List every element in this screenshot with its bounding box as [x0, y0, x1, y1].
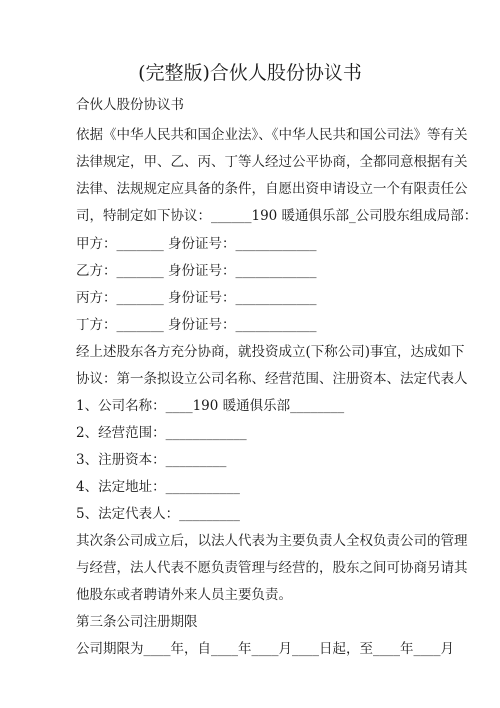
doc-line-agreement-2: 协议：第一条拟设立公司名称、经营范围、注册资本、法定代表人: [76, 371, 468, 387]
doc-line-party-d: 丁方：_______ 身份证号：____________: [76, 317, 317, 333]
doc-line-preamble-3: 法律、法规规定应具备的条件，自愿出资申请设立一个有限责任公: [76, 181, 468, 197]
doc-line-party-a: 甲方：_______ 身份证号：____________: [76, 236, 317, 252]
doc-line-business-scope: 2、经营范围：____________: [76, 425, 247, 441]
doc-line-legal-rep: 5、法定代表人：_________: [76, 506, 240, 522]
doc-line-party-b: 乙方：_______ 身份证号：____________: [76, 263, 317, 279]
doc-line-preamble-4: 司，特制定如下协议：______190 暖通俱乐部_公司股东组成局部：: [76, 208, 478, 224]
doc-line-article2-2: 与经营，法人代表不愿负责管理与经营的，股东之间可协商另请其: [76, 560, 468, 576]
doc-line-subtitle: 合伙人股份协议书: [76, 97, 184, 113]
doc-line-party-c: 丙方：_______ 身份证号：____________: [76, 290, 317, 306]
doc-line-agreement-1: 经上述股东各方充分协商，就投资成立(下称公司)事宜，达成如下: [76, 344, 465, 360]
doc-line-preamble-2: 法律规定，甲、乙、丙、丁等人经过公平协商，全都同意根据有关: [76, 154, 468, 170]
doc-line-registered-cap: 3、注册资本：_________: [76, 452, 227, 468]
doc-line-article3-title: 第三条公司注册期限: [76, 614, 198, 630]
doc-line-article2-1: 其次条公司成立后，以法人代表为主要负责人全权负责公司的管理: [76, 533, 468, 549]
doc-line-preamble-1: 依据《中华人民共和国企业法》、《中华人民共和国公司法》等有关: [76, 127, 468, 143]
doc-line-company-name: 1、公司名称：____190 暖通俱乐部________: [76, 398, 345, 414]
document-title: (完整版)合伙人股份协议书: [138, 62, 362, 84]
doc-line-legal-address: 4、法定地址：___________: [76, 479, 240, 495]
doc-line-term: 公司期限为____年，自____年____月____日起，至____年____月: [76, 641, 454, 657]
doc-line-article2-3: 他股东或者聘请外来人员主要负责。: [76, 587, 292, 603]
